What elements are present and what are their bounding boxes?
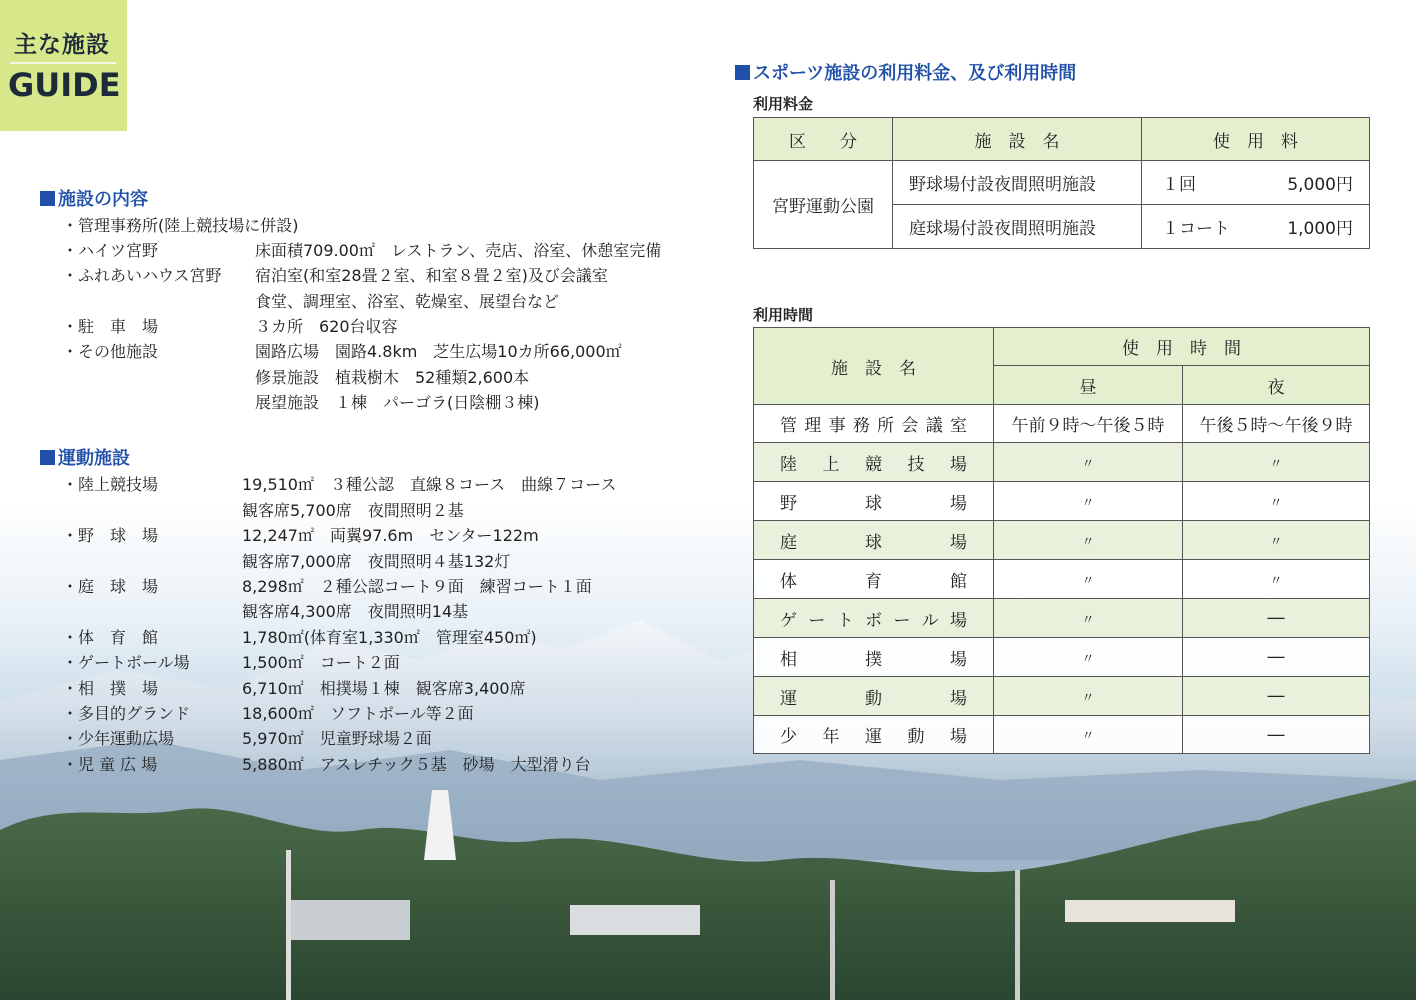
hours-name-cell: 相撲場 [754,638,994,677]
list-item: ・ハイツ宮野 床面積709.00㎡ レストラン、売店、浴室、休憩室完備 [62,241,662,260]
guide-title-jp: 主な施設 [14,32,110,58]
hours-day-cell: 午前９時～午後５時 [994,405,1183,443]
hours-day-cell: 〃 [994,560,1183,599]
hours-table [753,327,1370,754]
table-row [754,405,1370,443]
list-item: 観客席7,000席 夜間照明４基132灯 [242,552,511,571]
table-row [754,521,1370,560]
table-row [754,560,1370,599]
hours-header-name: 施 設 名 [754,328,994,405]
hours-night-cell: ― [1183,599,1370,638]
square-bullet-icon [40,191,55,206]
hours-day-cell: 〃 [994,638,1183,677]
hours-night-cell: 〃 [1183,482,1370,521]
hours-day-cell: 〃 [994,443,1183,482]
list-item: ・ゲートボール場 1,500㎡ コート２面 [62,653,400,672]
list-item: ・陸上競技場 19,510㎡ ３種公認 直線８コース 曲線７コース [62,475,617,494]
hours-name-cell: 運動場 [754,677,994,716]
fees-category-cell: 宮野運動公園 [754,161,893,249]
sports-heading: 運動施設 [40,444,130,470]
hours-header-night: 夜 [1183,366,1370,405]
table-row [754,482,1370,521]
fees-header-fee: 使 用 料 [1142,118,1370,161]
fees-header-name: 施 設 名 [893,118,1142,161]
fees-table [753,117,1370,249]
list-item: ・駐 車 場 ３カ所 620台収容 [62,317,398,336]
hours-day-cell: 〃 [994,482,1183,521]
guide-title-en: GUIDE [8,66,121,104]
hours-name-cell: 野球場 [754,482,994,521]
hours-night-cell: ― [1183,638,1370,677]
hours-subheading: 利用時間 [753,306,814,324]
list-item: ・児 童 広 場 5,880㎡ アスレチック５基 砂場 大型滑り台 [62,755,591,774]
list-item: 観客席4,300席 夜間照明14基 [242,602,469,621]
hours-night-cell: ― [1183,677,1370,716]
table-row [754,443,1370,482]
square-bullet-icon [40,450,55,465]
hours-day-cell: 〃 [994,677,1183,716]
hours-night-cell: 午後５時～午後９時 [1183,405,1370,443]
list-item: 食堂、調理室、浴室、乾燥室、展望台など [255,292,560,311]
hours-night-cell: 〃 [1183,560,1370,599]
guide-divider [10,62,116,64]
fees-fee-cell: １回 5,000円 [1142,161,1370,205]
table-row [754,599,1370,638]
hours-day-cell: 〃 [994,599,1183,638]
hours-night-cell: ― [1183,716,1370,754]
list-item: ・多目的グランド 18,600㎡ ソフトボール等２面 [62,704,474,723]
list-item: 展望施設 １棟 パーゴラ(日陰棚３棟) [255,393,540,412]
list-item: ・野 球 場 12,247㎡ 両翼97.6m センター122m [62,526,539,545]
table-row [754,677,1370,716]
list-item: ・庭 球 場 8,298㎡ ２種公認コート９面 練習コート１面 [62,577,592,596]
list-item: 修景施設 植栽樹木 52種類2,600本 [255,368,530,387]
list-item: ・相 撲 場 6,710㎡ 相撲場１棟 観客席3,400席 [62,679,526,698]
fees-heading: スポーツ施設の利用料金、及び利用時間 [735,59,1076,85]
hours-night-cell: 〃 [1183,521,1370,560]
square-bullet-icon [735,65,750,80]
list-item: ・体 育 館 1,780㎡(体育室1,330㎡ 管理室450㎡) [62,628,537,647]
hours-header-time: 使 用 時 間 [994,328,1370,366]
list-item: 観客席5,700席 夜間照明２基 [242,501,464,520]
table-row [754,161,1370,205]
hours-name-cell: 庭球場 [754,521,994,560]
list-item: ・少年運動広場 5,970㎡ 児童野球場２面 [62,729,432,748]
table-row [754,716,1370,754]
guide-tab [0,0,127,131]
hours-name-cell: ゲートボール場 [754,599,994,638]
hours-name-cell: 体育館 [754,560,994,599]
facilities-heading: 施設の内容 [40,185,148,211]
hours-day-cell: 〃 [994,521,1183,560]
fees-name-cell: 野球場付設夜間照明施設 [893,161,1142,205]
hours-day-cell: 〃 [994,716,1183,754]
hours-night-cell: 〃 [1183,443,1370,482]
table-row [754,638,1370,677]
fees-name-cell: 庭球場付設夜間照明施設 [893,205,1142,249]
hours-header-day: 昼 [994,366,1183,405]
fees-fee-cell: １コート 1,000円 [1142,205,1370,249]
hours-name-cell: 管理事務所会議室 [754,405,994,443]
list-item: ・ふれあいハウス宮野 宿泊室(和室28畳２室、和室８畳２室)及び会議室 [62,266,608,285]
fees-header-category: 区 分 [754,118,893,161]
list-item: ・その他施設 園路広場 園路4.8km 芝生広場10カ所66,000㎡ [62,342,622,361]
hours-name-cell: 陸上競技場 [754,443,994,482]
fees-subheading: 利用料金 [753,95,814,113]
hours-name-cell: 少年運動場 [754,716,994,754]
list-item: ・管理事務所(陸上競技場に併設) [62,216,299,235]
